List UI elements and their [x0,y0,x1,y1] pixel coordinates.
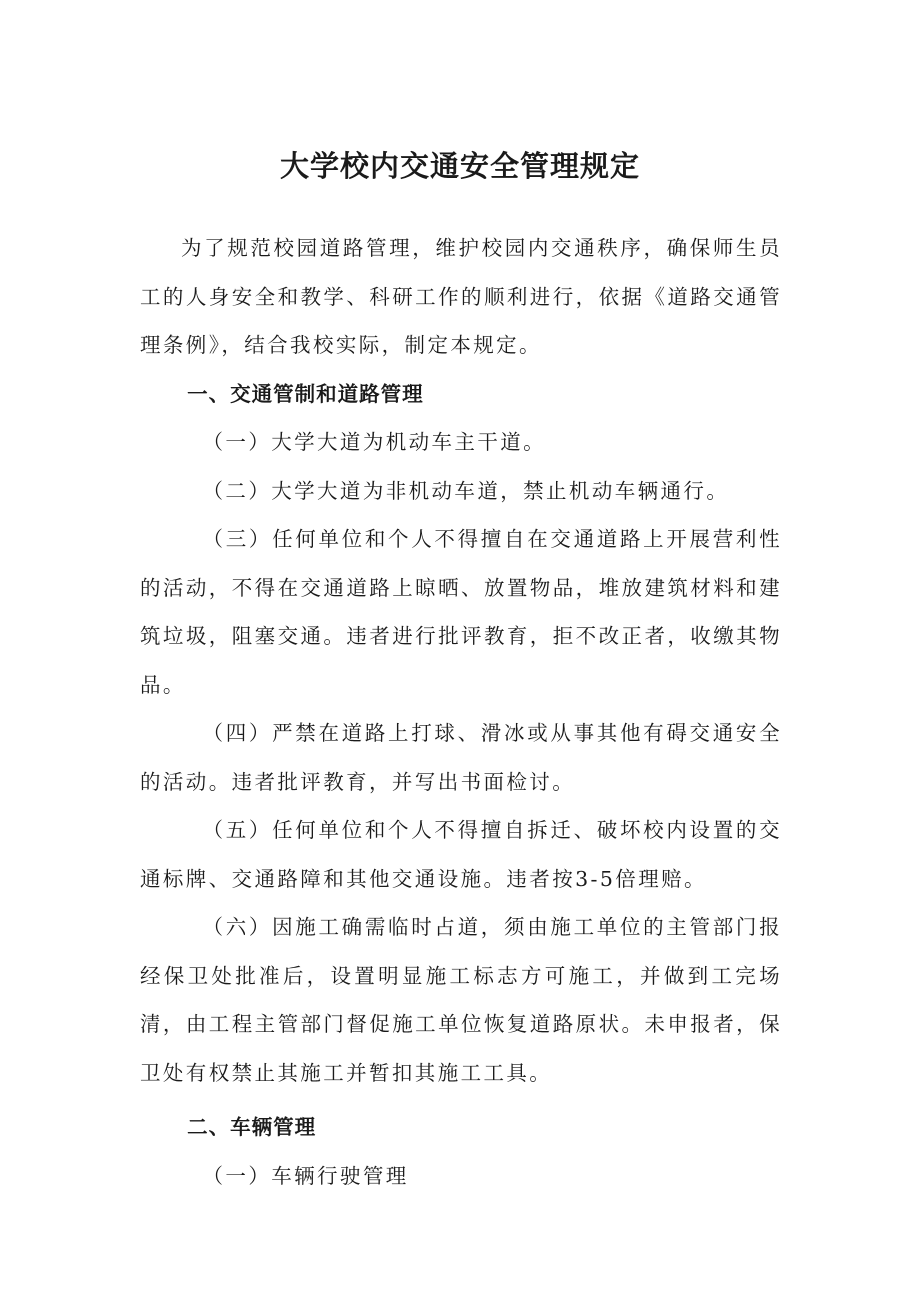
clause-1-2: （二）大学大道为非机动车道，禁止机动车辆通行。 [202,478,730,503]
section-heading-traffic-control: 一、交通管制和道路管理 [187,381,424,406]
clause-1-4: （四）严禁在道路上打球、滑冰或从事其他有碍交通安全的活动。违者批评教育，并写出书面检讨。 [140,721,782,794]
clause-1-1: （一）大学大道为机动车主干道。 [202,430,547,454]
clause-1-3: （三）任何单位和个人不得擅自在交通道路上开展营利性的活动，不得在交通道路上晾晒、放置物品，堆放建筑材料和建筑垃圾，阻塞交通。违者进行批评教育，拒不改正者，收缴其物品。 [140,527,782,697]
document-body [140,224,782,1200]
clause-1-5: （五）任何单位和个人不得擅自拆迁、破坏校内设置的交通标牌、交通路障和其他交通设施。违者按3-5倍理赔。 [140,818,782,891]
clause-1-6: （六）因施工确需临时占道，须由施工单位的主管部门报经保卫处批准后，设置明显施工标志方可施工，并做到工完场清，由工程主管部门督促施工单位恢复道路原状。未申报者，保卫处有权禁止其施工并暂扣其施工工具。 [140,915,782,1085]
document-title: 大学校内交通安全管理规定 [279,149,640,183]
section-heading-vehicle-management: 二、车辆管理 [187,1115,317,1139]
clause-2-1: （一）车辆行驶管理 [202,1163,409,1188]
intro-paragraph: 为了规范校园道路管理，维护校园内交通秩序，确保师生员工的人身安全和教学、科研工作的顺利进行，依据《道路交通管理条例》，结合我校实际，制定本规定。 [140,236,782,357]
